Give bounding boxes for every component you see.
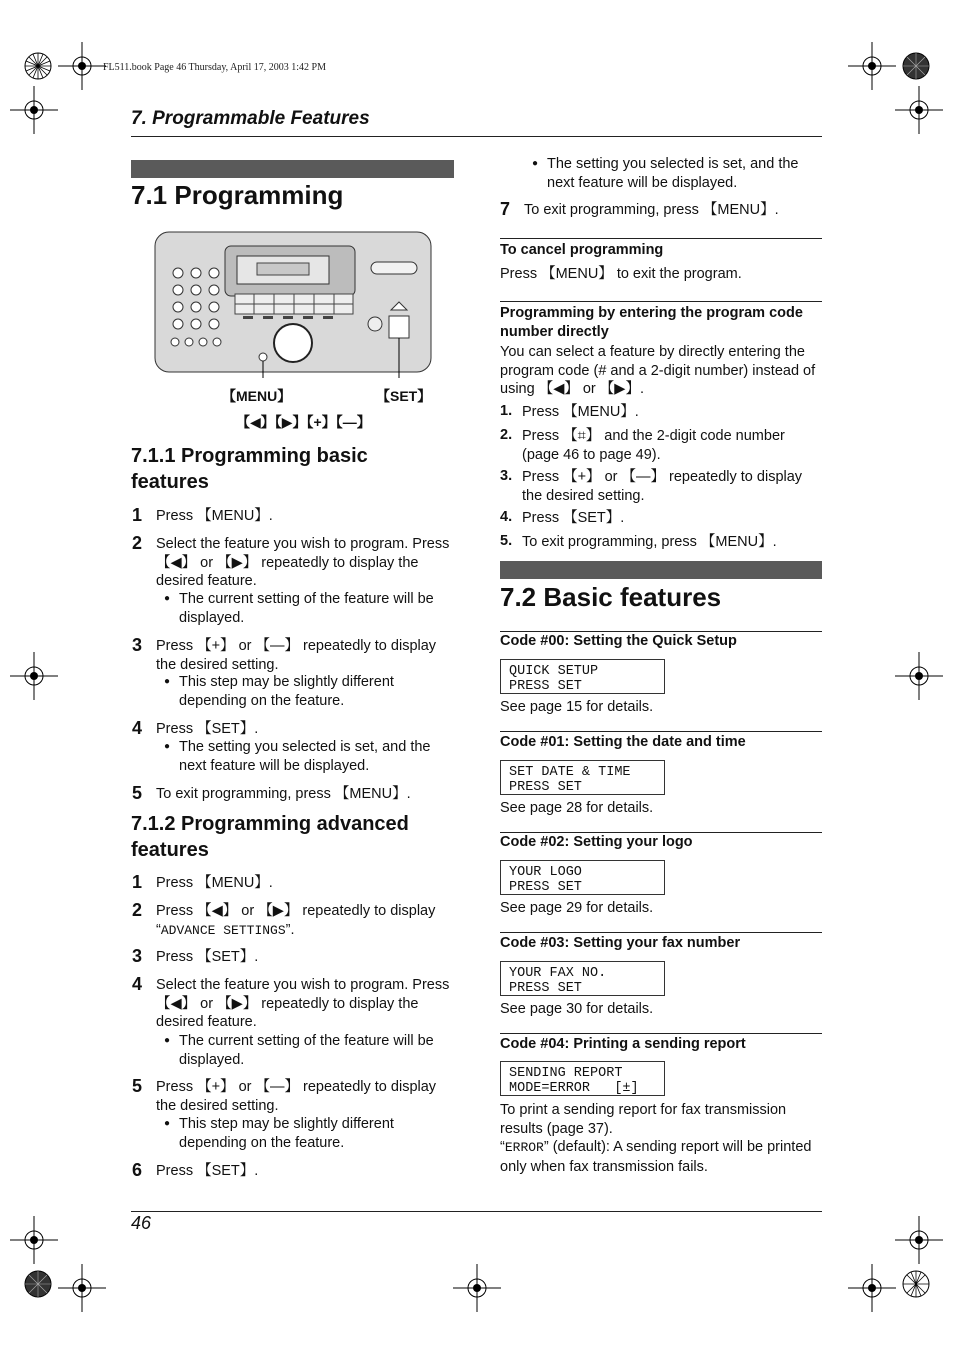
step-number: 5: [132, 1076, 143, 1096]
step-number: 4: [132, 974, 143, 994]
crosshair-mark-icon: [893, 84, 945, 136]
code-description: To print a sending report for fax transmission results (page 37).: [500, 1102, 787, 1137]
fax-control-panel-illustration: [153, 230, 433, 378]
cancel-programming-text: Press 【MENU】 to exit the program.: [500, 266, 742, 282]
section-title-basic-features: 7.2 Basic features: [500, 582, 722, 612]
section-title-programming: 7.1 Programming: [131, 180, 344, 210]
list-number: 3.: [500, 468, 513, 484]
quote-close: ”.: [285, 921, 295, 938]
step-number: 4: [132, 718, 143, 738]
step-number: 3: [132, 946, 143, 966]
code-description: See page 28 for details.: [500, 800, 654, 816]
step-bullet: ● The setting you selected is set, and the next feature will be displayed.: [179, 738, 455, 775]
lcd-text: ADVANCE SETTINGS: [160, 922, 286, 938]
crosshair-mark-icon: [893, 1214, 945, 1266]
list-item: Press 【SET】.: [522, 510, 625, 526]
page-number: 46: [131, 1213, 152, 1233]
code-description: See page 15 for details.: [500, 699, 654, 715]
header-rule: [131, 136, 822, 137]
step-text: Press 【SET】.: [156, 949, 259, 965]
code-title: Code #00: Setting the Quick Setup: [500, 633, 737, 649]
crosshair-mark-icon: [56, 40, 108, 92]
quote-open: “: [156, 921, 161, 938]
list-item: Press 【+】 or 【—】 repeatedly to display the desired setting.: [522, 469, 803, 504]
lcd-display: SENDING REPORT MODE=ERROR [±]: [500, 1061, 665, 1096]
step-bullet: ● This step may be slightly different depending on the feature.: [179, 673, 455, 710]
step-text-line: Press 【◀】 or 【▶】 repeatedly to display: [156, 903, 436, 919]
lcd-display: SET DATE & TIME PRESS SET: [500, 760, 665, 795]
code-description: See page 29 for details.: [500, 900, 654, 916]
step-text: Select the feature you wish to program. Press 【◀】 or 【▶】 repeatedly to display the desired feature.: [156, 977, 450, 1030]
step-text: Press 【MENU】.: [156, 508, 273, 524]
step-text: Select the feature you wish to program. Press 【◀】 or 【▶】 repeatedly to display the desired feature.: [156, 536, 450, 589]
step-number: 2: [132, 533, 143, 553]
list-item: To exit programming, press 【MENU】.: [522, 534, 777, 550]
subsection-rule: [500, 301, 822, 302]
step-number: 1: [132, 872, 143, 892]
step-number: 1: [132, 505, 143, 525]
direct-programming-intro: You can select a feature by directly entering the program code (# and a 2-digit number) instead of using 【◀】 or 【▶】.: [500, 344, 816, 397]
crosshair-mark-icon: [893, 650, 945, 702]
code-title: Code #01: Setting the date and time: [500, 734, 746, 750]
lcd-display: YOUR LOGO PRESS SET: [500, 860, 665, 895]
crosshair-mark-icon: [56, 1262, 108, 1314]
code-description: See page 30 for details.: [500, 1001, 654, 1017]
crosshair-mark-icon: [8, 650, 60, 702]
subsection-rule: [500, 1033, 822, 1034]
list-item: Press 【⌗】 and the 2-digit code number (page 46 to page 49).: [522, 428, 785, 463]
step-number: 7: [500, 199, 511, 219]
step-bullet: ● The current setting of the feature will be displayed.: [179, 1032, 455, 1069]
step-number: 3: [132, 635, 143, 655]
subsection-title-advanced: 7.1.2 Programming advanced features: [131, 813, 409, 861]
step-number: 6: [132, 1160, 143, 1180]
chapter-title: 7. Programmable Features: [131, 108, 370, 129]
step-text: Press 【SET】.: [156, 1163, 259, 1179]
section-bar: [131, 160, 454, 178]
continued-bullet: ● The setting you selected is set, and the next feature will be displayed.: [547, 155, 822, 192]
step-number: 2: [132, 900, 143, 920]
step-text: Press 【+】 or 【—】 repeatedly to display the desired setting.: [156, 638, 437, 673]
footer-rule: [131, 1211, 822, 1212]
crosshair-mark-icon: [8, 84, 60, 136]
direct-programming-title: Programming by entering the program code number directly: [500, 305, 803, 340]
quote-open: “: [500, 1139, 505, 1155]
subsection-title-basic: 7.1.1 Programming basic features: [131, 445, 368, 493]
note-text: ” (default): A sending report will be printed only when fax transmission fails.: [500, 1139, 812, 1175]
step-text: [156, 902, 456, 940]
crosshair-mark-icon: [451, 1262, 503, 1314]
step-text: Press 【SET】.: [156, 721, 259, 737]
list-number: 5.: [500, 533, 513, 549]
file-header: FL511.book Page 46 Thursday, April 17, 2003 1:42 PM: [103, 62, 326, 73]
lcd-display: YOUR FAX NO. PRESS SET: [500, 961, 665, 996]
subsection-rule: [500, 731, 822, 732]
step-text: To exit programming, press 【MENU】.: [156, 786, 411, 802]
set-key-callout: 【SET】: [376, 388, 432, 404]
code-title: Code #03: Setting your fax number: [500, 935, 741, 951]
arrow-keys-callout: 【◀】【▶】【+】【—】: [236, 414, 371, 430]
list-number: 2.: [500, 427, 513, 443]
step-text: Press 【+】 or 【—】 repeatedly to display the desired setting.: [156, 1079, 437, 1114]
crosshair-mark-icon: [8, 1214, 60, 1266]
step-text: To exit programming, press 【MENU】.: [524, 202, 779, 218]
code-title: Code #04: Printing a sending report: [500, 1036, 746, 1052]
list-number: 4.: [500, 509, 513, 525]
lcd-display: QUICK SETUP PRESS SET: [500, 659, 665, 694]
list-number: 1.: [500, 403, 513, 419]
error-default-note: [500, 1138, 820, 1176]
menu-key-callout: 【MENU】: [222, 388, 292, 404]
lcd-text: ERROR: [504, 1140, 544, 1155]
subsection-rule: [500, 238, 822, 239]
section-bar: [500, 561, 822, 579]
step-number: 5: [132, 783, 143, 803]
cancel-programming-title: To cancel programming: [500, 242, 664, 258]
step-text: Press 【MENU】.: [156, 875, 273, 891]
crosshair-mark-icon: [846, 1262, 898, 1314]
subsection-rule: [500, 932, 822, 933]
step-bullet: ● This step may be slightly different depending on the feature.: [179, 1115, 455, 1152]
crosshair-mark-icon: [846, 40, 898, 92]
code-title: Code #02: Setting your logo: [500, 834, 693, 850]
list-item: Press 【MENU】.: [522, 404, 639, 420]
step-bullet: ● The current setting of the feature will be displayed.: [179, 590, 455, 627]
